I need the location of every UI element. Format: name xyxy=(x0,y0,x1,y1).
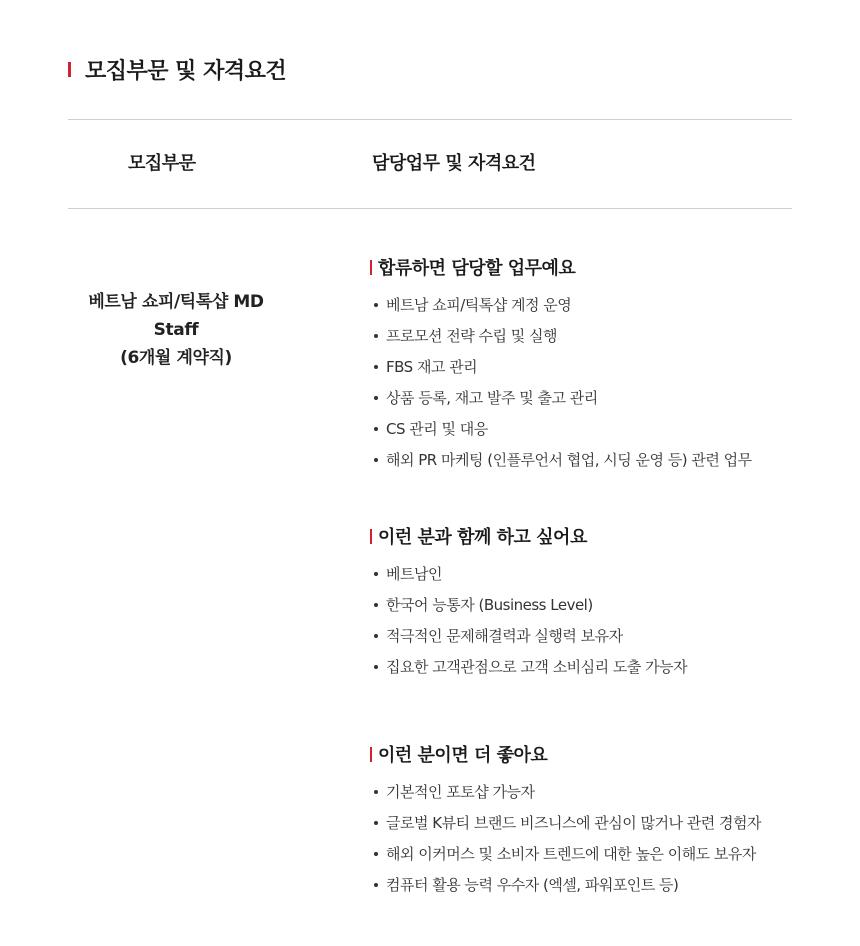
accent-bar xyxy=(68,62,71,77)
list-item-text: 한국어 능통자 (Business Level) xyxy=(386,596,593,614)
duties-group xyxy=(370,253,800,475)
list-item-text: 해외 PR 마케팅 (인플루언서 협업, 시딩 운영 등) 관련 업무 xyxy=(386,451,752,469)
preferred-list xyxy=(370,776,800,900)
bullet-icon xyxy=(374,665,378,669)
requirements-list xyxy=(370,558,800,682)
bullet-icon xyxy=(374,852,378,856)
list-item-text: 집요한 고객관점으로 고객 소비심리 도출 가능자 xyxy=(386,658,688,676)
list-item-text: 기본적인 포토샵 가능자 xyxy=(386,783,535,801)
list-item xyxy=(370,838,800,869)
section-title: 모집부문 및 자격요건 xyxy=(85,59,287,84)
department-line: Staff xyxy=(153,320,199,340)
bullet-icon xyxy=(374,303,378,307)
bullet-icon xyxy=(374,334,378,338)
group-title: 이런 분과 함께 하고 싶어요 xyxy=(378,527,587,548)
group-header xyxy=(370,253,800,281)
bullet-icon xyxy=(374,634,378,638)
list-item xyxy=(370,444,800,475)
list-item-text: FBS 재고 관리 xyxy=(386,358,478,376)
section-header xyxy=(68,54,286,85)
list-item xyxy=(370,351,800,382)
bullet-icon xyxy=(374,365,378,369)
list-item xyxy=(370,382,800,413)
list-item xyxy=(370,620,800,651)
accent-bar xyxy=(370,747,372,762)
department-line: 베트남 쇼피/틱톡샵 MD xyxy=(88,292,264,312)
bullet-icon xyxy=(374,396,378,400)
accent-bar xyxy=(370,529,372,544)
list-item-text: 상품 등록, 재고 발주 및 출고 관리 xyxy=(386,389,598,407)
bullet-icon xyxy=(374,883,378,887)
list-item xyxy=(370,807,800,838)
preferred-group xyxy=(370,740,800,900)
bullet-icon xyxy=(374,458,378,462)
list-item-text: 적극적인 문제해결력과 실행력 보유자 xyxy=(386,627,623,645)
list-item xyxy=(370,776,800,807)
group-header xyxy=(370,522,800,550)
list-item xyxy=(370,558,800,589)
department-name xyxy=(68,288,284,372)
list-item-text: CS 관리 및 대응 xyxy=(386,420,488,438)
table-header-divider xyxy=(68,208,792,209)
table-top-divider xyxy=(68,119,792,120)
list-item xyxy=(370,289,800,320)
bullet-icon xyxy=(374,427,378,431)
bullet-icon xyxy=(374,603,378,607)
list-item xyxy=(370,651,800,682)
duties-list xyxy=(370,289,800,475)
bullet-icon xyxy=(374,821,378,825)
department-line: (6개월 계약직) xyxy=(120,348,232,368)
list-item xyxy=(370,869,800,900)
list-item-text: 베트남인 xyxy=(386,565,442,583)
list-item-text: 글로벌 K뷰티 브랜드 비즈니스에 관심이 많거나 관련 경험자 xyxy=(386,814,761,832)
group-title: 합류하면 담당할 업무예요 xyxy=(378,258,576,279)
group-title: 이런 분이면 더 좋아요 xyxy=(378,745,548,766)
bullet-icon xyxy=(374,790,378,794)
column-header-duties: 담당업무 및 자격요건 xyxy=(372,153,536,174)
list-item-text: 컴퓨터 활용 능력 우수자 (엑셀, 파워포인트 등) xyxy=(386,876,679,894)
column-header-department: 모집부문 xyxy=(128,153,196,174)
bullet-icon xyxy=(374,572,378,576)
accent-bar xyxy=(370,260,372,275)
list-item xyxy=(370,320,800,351)
group-header xyxy=(370,740,800,768)
list-item-text: 해외 이커머스 및 소비자 트렌드에 대한 높은 이해도 보유자 xyxy=(386,845,756,863)
list-item-text: 베트남 쇼피/틱톡샵 계정 운영 xyxy=(386,296,572,314)
requirements-group xyxy=(370,522,800,682)
list-item xyxy=(370,589,800,620)
list-item xyxy=(370,413,800,444)
list-item-text: 프로모션 전략 수립 및 실행 xyxy=(386,327,557,345)
